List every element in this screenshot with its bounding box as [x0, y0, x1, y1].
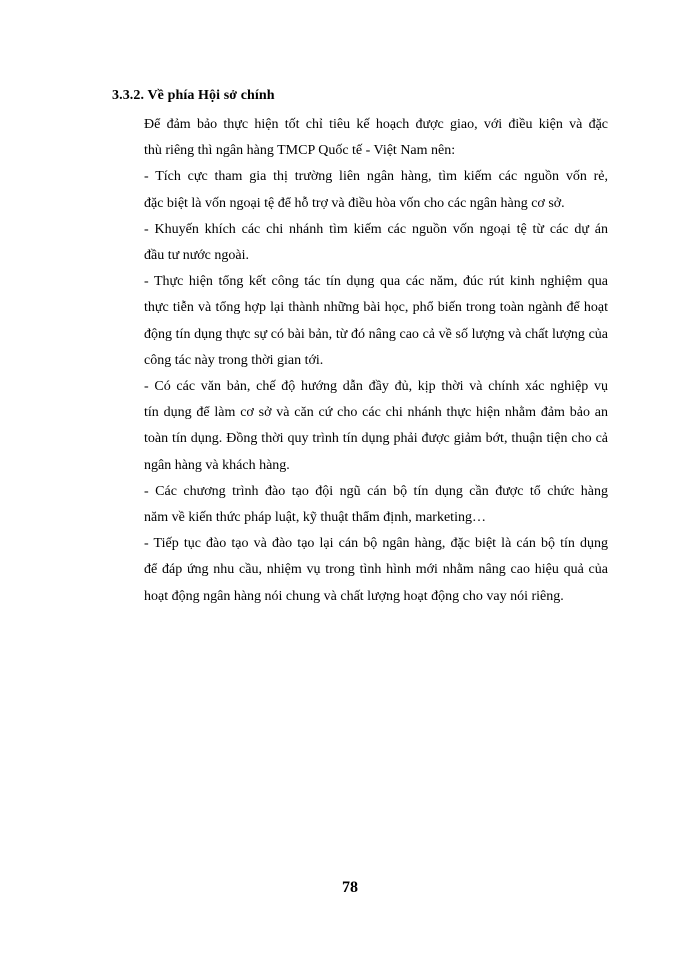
text-line: - Tích cực tham gia thị trường liên ngân hàng, tìm kiếm các nguồn vốn rẻ,: [144, 169, 608, 185]
paragraph-foreign-capital: [112, 217, 608, 269]
paragraph-intro: [112, 112, 608, 164]
text-line: năm về kiến thức pháp luật, kỹ thuật thẩm định, marketing…: [144, 510, 486, 526]
text-line: thực tiễn và tổng hợp lại thành những bài học, phổ biến trong toàn ngành để hoạt: [144, 300, 608, 316]
text-line: hoạt động ngân hàng nói chung và chất lượng hoạt động cho vay nói riêng.: [144, 588, 564, 604]
text-line: tín dụng để làm cơ sở và căn cứ cho các chi nhánh thực hiện nhằm đảm bảo an: [144, 405, 608, 421]
text-line: đầu tư nước ngoài.: [144, 248, 249, 264]
text-line: - Khuyến khích các chi nhánh tìm kiếm các nguồn vốn ngoại tệ từ các dự án: [144, 221, 608, 237]
text-line: Để đảm bảo thực hiện tốt chỉ tiêu kế hoạch được giao, với điều kiện và đặc: [144, 117, 608, 132]
page-number: 78: [342, 879, 358, 896]
paragraph-interbank: [112, 164, 608, 216]
text-line: - Các chương trình đào tạo đội ngũ cán bộ tín dụng cần được tổ chức hàng: [144, 483, 608, 499]
paragraph-credit-review: [112, 269, 608, 374]
text-line: - Tiếp tục đào tạo và đào tạo lại cán bộ ngân hàng, đặc biệt là cán bộ tín dụng: [144, 536, 608, 552]
text-line: - Thực hiện tổng kết công tác tín dụng qua các năm, đúc rút kinh nghiệm qua: [144, 274, 608, 290]
paragraph-training-programs: [112, 479, 608, 531]
paragraph-guidance-documents: [112, 374, 608, 479]
text-line: động tín dụng thực sự có bài bản, từ đó nâng cao cả về số lượng và chất lượng của: [144, 326, 608, 342]
text-line: đặc biệt là vốn ngoại tệ để hỗ trợ và điều hòa vốn cho các ngân hàng cơ sở.: [144, 195, 565, 211]
section-heading: 3.3.2. Về phía Hội sở chính: [112, 88, 275, 103]
text-line: công tác này trong thời gian tới.: [144, 352, 324, 368]
text-line: thù riêng thì ngân hàng TMCP Quốc tế - Việt Nam nên:: [144, 143, 456, 159]
text-line: ngân hàng và khách hàng.: [144, 457, 290, 473]
paragraph-retraining: [112, 531, 608, 610]
body-text: [112, 112, 608, 610]
text-line: - Có các văn bản, chế độ hướng dẫn đầy đủ, kịp thời và chính xác nghiệp vụ: [144, 379, 608, 395]
text-line: toàn tín dụng. Đồng thời quy trình tín dụng phải được giảm bớt, thuận tiện cho cả: [144, 431, 608, 447]
text-line: để đáp ứng nhu cầu, nhiệm vụ trong tình hình mới nhằm nâng cao hiệu quả của: [144, 562, 608, 578]
